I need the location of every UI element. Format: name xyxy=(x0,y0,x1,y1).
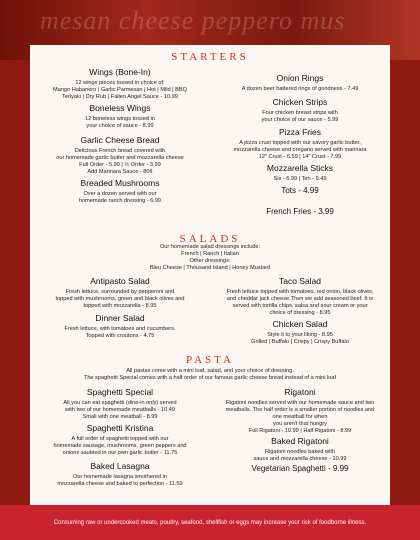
menu-item-name: Vegetarian Spaghetti - 9.99 xyxy=(251,464,349,473)
menu-item-description xyxy=(210,140,390,161)
starters-heading: STARTERS xyxy=(171,51,249,63)
menu-item xyxy=(210,276,390,317)
menu-item-description-line: Topped with croutons - 4.75 xyxy=(85,333,155,339)
menu-item xyxy=(30,387,210,421)
menu-item-description xyxy=(210,400,390,435)
menu-item-description-line: sauce and mozzarella cheese - 10.99 xyxy=(253,456,347,462)
menu-item-name: Antipasto Salad xyxy=(90,276,150,286)
menu-item-description xyxy=(210,86,390,93)
menu-item-description xyxy=(30,116,210,130)
menu-item-name: Dinner Salad xyxy=(95,313,145,323)
menu-item-description xyxy=(210,289,390,317)
menu-item-description xyxy=(30,80,210,101)
menu-item xyxy=(210,163,390,183)
menu-item-description-line: Add Marinara Sauce - 80¢ xyxy=(87,169,153,175)
salads-intro-line: Other dressings: xyxy=(189,258,231,264)
menu-item xyxy=(30,103,210,130)
menu-item-name: Chicken Salad xyxy=(272,319,328,329)
menu-item-description-line: topped with mushrooms, green and black olives and xyxy=(55,296,185,302)
menu-item-name: Taco Salad xyxy=(278,276,322,286)
salads-intro xyxy=(30,244,390,272)
menu-item-name: Boneless Wings xyxy=(89,103,151,113)
menu-item xyxy=(30,178,210,205)
footer-disclaimer: Consuming raw or undercooked meats, poultry, seafood, shellfish or eggs may increase your risk of foodborne illness. xyxy=(53,519,367,526)
menu-item xyxy=(210,436,390,463)
menu-item-description-line: 12 wings pieces tossed in choice of: xyxy=(75,80,165,86)
menu-item-description-line: Fresh lettuce, with tomatoes and cucumbers. xyxy=(64,326,176,332)
menu-item-description xyxy=(30,400,210,421)
menu-item-description xyxy=(30,289,210,310)
menu-item xyxy=(30,135,210,176)
menu-item-description-line: 12 boneless wings tossed in xyxy=(85,116,155,122)
menu-item xyxy=(30,276,210,310)
menu-item-description-line: Teriyaki | Dry Rub | Fallen Angel Sauce - 10.99 xyxy=(62,94,178,100)
menu-item-description xyxy=(210,332,390,346)
background-text: mesan cheese peppero mus xyxy=(40,6,346,35)
menu-item-description-line: homemade ranch dressing - 6.99 xyxy=(78,198,162,204)
menu-item-description-line: Rigatoni noodles served with our homemade sauce and two xyxy=(225,400,375,406)
menu-item-name: Rigatoni xyxy=(284,387,316,397)
menu-item-description xyxy=(30,474,210,488)
pasta-intro xyxy=(30,368,390,382)
menu-item-description-line: onions sautéed in our own garlic butter - 11.75 xyxy=(62,450,178,456)
menu-item xyxy=(210,207,390,219)
menu-item-description-line: Small with one meatball - 8.99 xyxy=(82,414,158,420)
menu-item xyxy=(30,461,210,488)
menu-item-description-line: 12" Crust - 6.59 | 14" Crust - 7.99 xyxy=(258,154,342,160)
menu-item-description-line: homemade sausage, mushrooms, green peppers and xyxy=(53,443,187,449)
menu-item-description-line: All you can eat spaghetti (dine-in only) served xyxy=(63,400,177,406)
pasta-intro-line: The spaghetti Special comes with a half order of our famous garlic cheese bread instead of a mini loaf xyxy=(83,375,337,381)
menu-item-description-line: served with tortilla chips, salsa and sour cream or your xyxy=(232,303,368,309)
menu-item-name: Breaded Mushrooms xyxy=(80,178,160,188)
menu-item xyxy=(30,313,210,340)
menu-item-description-line: Rigatoni noodles baked with xyxy=(265,449,335,455)
menu-item-description-line: Fresh lettuce, surrounded by pepperoni and xyxy=(65,289,175,295)
menu-item-description-line: you aren't that hungry xyxy=(273,421,327,427)
menu-item-description-line: A dozen beer battered rings of goodness - 7.49 xyxy=(241,86,359,92)
menu-item-description-line: Full Rigatoni - 10.99 | Half Rigatoni - 8.99 xyxy=(248,428,352,434)
menu-panel xyxy=(30,45,390,505)
menu-item-description xyxy=(210,449,390,463)
menu-item xyxy=(210,97,390,124)
menu-item-description-line: A full order of spaghetti topped with our xyxy=(71,436,169,442)
menu-item-description xyxy=(210,176,390,183)
menu-item-description-line: Delicious French bread covered with xyxy=(74,148,166,154)
menu-item-name: Tots - 4.99 xyxy=(281,186,319,195)
menu-item-description-line: topped with mozzarella - 8.95 xyxy=(83,303,157,309)
pasta-intro-line: All pastas come with a mini loaf, salad, and your choice of dressing. xyxy=(126,368,294,374)
pasta-heading: PASTA xyxy=(186,354,234,366)
menu-item-description-line: Over a dozen served with our xyxy=(83,191,157,197)
menu-item-description xyxy=(30,326,210,340)
menu-item-name: Baked Lasagna xyxy=(90,461,150,471)
menu-item-description-line: Our homemade lasagna smothered in xyxy=(73,474,167,480)
menu-item xyxy=(210,387,390,435)
menu-item-description-line: our homemade garlic butter and mozzarella cheese xyxy=(56,155,184,161)
menu-item-description-line: meatballs. The half order is a smaller portion of noodles and xyxy=(225,407,375,413)
menu-item-description xyxy=(30,436,210,457)
menu-item-name: Chicken Strips xyxy=(272,97,328,107)
menu-item-description-line: your choice of sauce - 8.99 xyxy=(86,123,154,129)
menu-item-name: Garlic Cheese Bread xyxy=(80,135,160,145)
menu-item-description-line: one meatball for when xyxy=(272,414,328,420)
menu-item xyxy=(210,73,390,93)
menu-item-description-line: choice of dressing - 8.95 xyxy=(269,310,331,316)
footer-bar xyxy=(0,505,420,540)
menu-item-description-line: Four chicken breast strips with xyxy=(262,110,338,116)
menu-item-description-line: and cheddar jack cheese.Then we add seasoned beef. It is xyxy=(226,296,374,302)
menu-item-description-line: Grilled | Buffalo | Crispy | Crispy Buffalo xyxy=(251,339,349,345)
menu-item xyxy=(210,319,390,346)
menu-item-name: French Fries - 3.99 xyxy=(266,207,334,216)
menu-item-description xyxy=(210,110,390,124)
menu-item xyxy=(210,186,390,198)
salads-intro-line: French | Ranch | Italian xyxy=(181,251,239,257)
menu-item-name: Wings (Bone-In) xyxy=(89,67,151,77)
menu-item-description-line: Mango Habanero | Garlic Parmesan | Hot | Mild | BBQ xyxy=(53,87,187,93)
menu-item-name: Mozzarella Sticks xyxy=(266,163,334,173)
menu-item-name: Spaghetti Special xyxy=(86,387,154,397)
salads-intro-line: Our homemade salad dressings include: xyxy=(159,244,261,250)
menu-item-description-line: Style it to your liking - 8.95 xyxy=(267,332,333,338)
menu-item-description-line: your choice of our sauce - 5.99 xyxy=(261,117,339,123)
menu-item-description-line: Fresh lettuce topped with tomatoes, red onion, black olives, xyxy=(226,289,374,295)
menu-item-description-line: A pizza crust topped with our savory garlic butter, xyxy=(239,140,361,146)
menu-item-description xyxy=(30,191,210,205)
menu-item-description-line: with two of our homemade meatballs - 10.49 xyxy=(64,407,176,413)
menu-item-name: Onion Rings xyxy=(276,73,324,83)
salads-intro-line: Bleu Cheese | Thousand Island | Honey Mustard xyxy=(149,265,271,271)
menu-item-name: Spaghetti Kristina xyxy=(86,423,154,433)
menu-item-description-line: mozzarella cheese and baked to perfection - 11.59 xyxy=(57,481,183,487)
menu-item xyxy=(210,464,390,476)
menu-item xyxy=(30,67,210,101)
menu-item xyxy=(210,127,390,161)
menu-item-description-line: Full Order - 5.99 | ½ Order - 3.99 xyxy=(79,162,161,168)
salads-heading: SALADS xyxy=(179,233,241,245)
menu-item xyxy=(30,423,210,457)
menu-item-description-line: Six - 6.99 | Ten - 9.49 xyxy=(273,176,327,182)
menu-item-description-line: mozzarella cheese and oregano served with marinara xyxy=(233,147,367,153)
menu-item-name: Pizza Fries xyxy=(278,127,322,137)
menu-item-description xyxy=(30,148,210,176)
menu-item-name: Baked Rigatoni xyxy=(271,436,329,446)
